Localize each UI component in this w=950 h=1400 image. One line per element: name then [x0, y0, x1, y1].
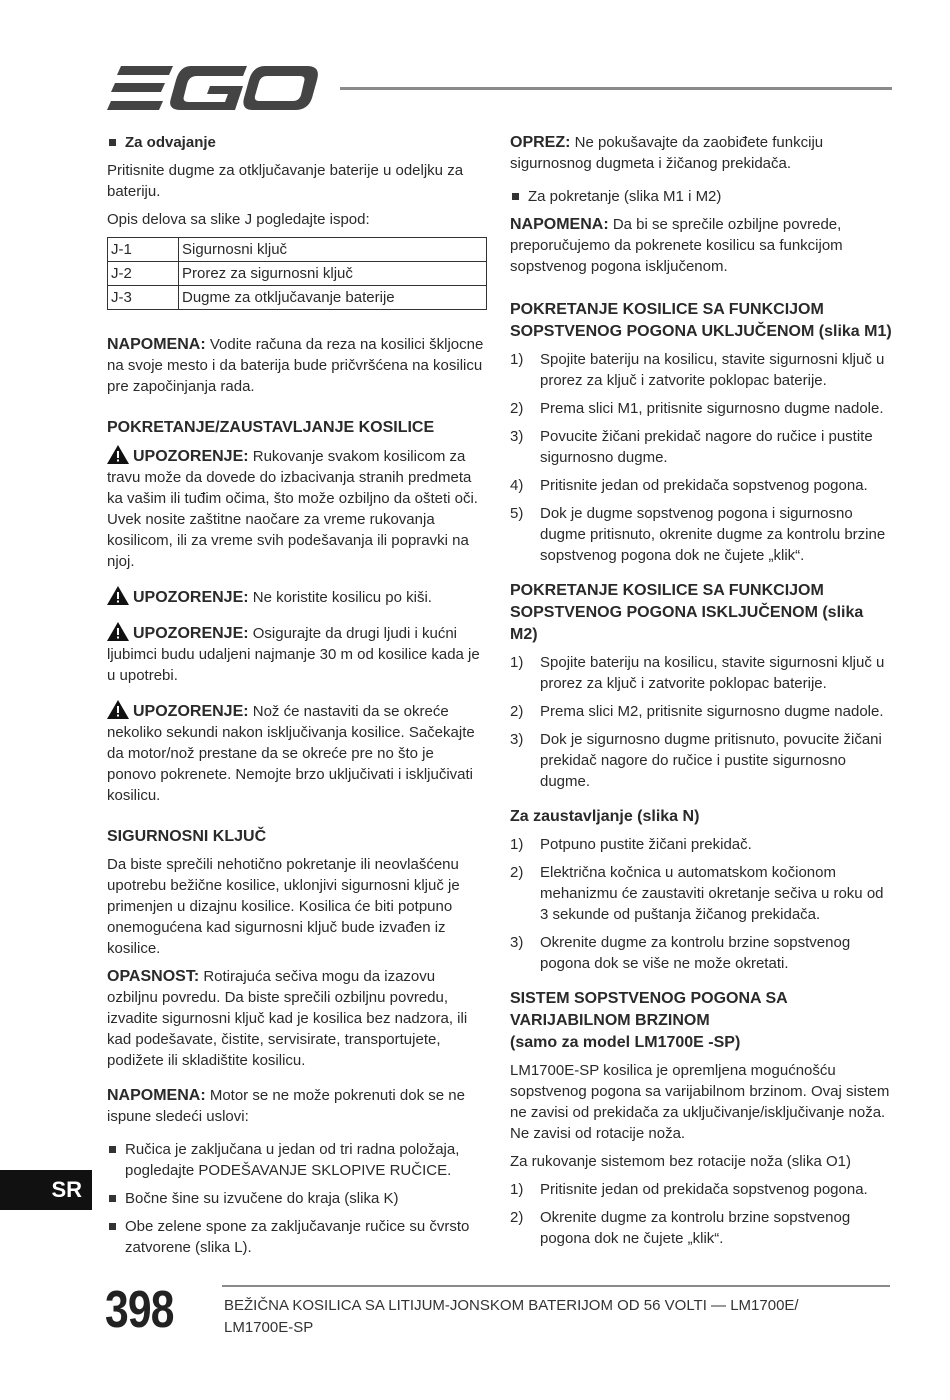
- table-row: [108, 286, 487, 310]
- list-item: [510, 1179, 892, 1200]
- step-text: Spojite bateriju na kosilicu, stavite sigurnosni ključ u prorez za ključ i zatvorite poklopac baterije.: [540, 351, 885, 389]
- bullet-square-icon: [109, 139, 116, 146]
- note-text: Vodite računa da reza na kosilici škljocne na svoje mesto i da baterija bude pričvršćena na kosilicu pre započinjanja rada.: [107, 336, 484, 395]
- danger-paragraph: [107, 966, 487, 1071]
- parts-table: [107, 237, 487, 310]
- startstop-heading: POKRETANJE/ZAUSTAVLJANJE KOSILICE: [107, 419, 435, 436]
- safety-key-text: Da biste sprečili nehotično pokretanje ili neovlašćenu upotrebu bežične kosilice, uklonjivi sigurnosni ključ je primenjen u dizajnu kosilice. Kosilica će biti potpuno onemogućena kad sigurnosni ključ bude izvađen iz kosilice.: [107, 856, 460, 957]
- variable-speed-intro: Za rukovanje sistemom bez rotacije noža (slika O1): [510, 1153, 851, 1170]
- list-item: [510, 834, 892, 855]
- start-bullet-item: [510, 186, 892, 207]
- condition-text: Bočne šine su izvučene do kraja (slika K): [125, 1190, 399, 1207]
- step-number: 2): [510, 703, 524, 720]
- part-key: J-2: [108, 262, 179, 286]
- stop-heading: Za zaustavljanje (slika N): [510, 808, 700, 825]
- parts-intro: Opis delova sa slike J pogledajte ispod:: [107, 211, 370, 228]
- variable-speed-heading-line: VARIJABILNOM BRZINOM: [510, 1012, 710, 1029]
- warning-4: [107, 700, 487, 806]
- list-item: [510, 729, 892, 792]
- step-text: Spojite bateriju na kosilicu, stavite sigurnosni ključ u prorez za ključ i zatvorite poklopac baterije.: [540, 654, 885, 692]
- list-item: [510, 701, 892, 722]
- warning-label: UPOZORENJE:: [133, 448, 249, 465]
- warning-text: Osigurajte da drugi ljudi i kućni ljubimci budu udaljeni najmanje 30 m od kosilice kada je u upotrebi.: [107, 625, 480, 684]
- list-item: [510, 503, 892, 566]
- step-number: 1): [510, 351, 524, 368]
- list-item: [510, 1207, 892, 1249]
- step-number: 1): [510, 1181, 524, 1198]
- note-text: Motor se ne može pokrenuti dok se ne ispune sledeći uslovi:: [107, 1087, 465, 1125]
- list-item: [510, 426, 892, 468]
- list-item: [510, 475, 892, 496]
- step-text: Pritisnite jedan od prekidača sopstvenog pogona.: [540, 477, 868, 494]
- bullet-square-icon: [109, 1195, 116, 1202]
- bullet-square-icon: [109, 1223, 116, 1230]
- part-key: J-3: [108, 286, 179, 310]
- variable-speed-heading-line: SISTEM SOPSTVENOG POGONA SA: [510, 990, 788, 1007]
- m2-heading: POKRETANJE KOSILICE SA FUNKCIJOM SOPSTVENOG POGONA ISKLJUČENOM (slika M2): [510, 582, 864, 643]
- step-text: Okrenite dugme za kontrolu brzine sopstvenog pogona dok se više ne može okretati.: [540, 934, 851, 972]
- start-bullet-text: Za pokretanje (slika M1 i M2): [528, 188, 722, 205]
- step-text: Dok je sigurnosno dugme pritisnuto, povucite žičani prekidač nagore do ručice i pustite sigurnosno dugme.: [540, 731, 882, 790]
- note-1: [107, 334, 487, 397]
- page-number: 398: [105, 1281, 174, 1339]
- ego-logo: [107, 64, 319, 112]
- step-number: 2): [510, 1209, 524, 1226]
- step-number: 5): [510, 505, 524, 522]
- list-item: [510, 349, 892, 391]
- detach-text: Pritisnite dugme za otključavanje baterije u odeljku za bateriju.: [107, 162, 464, 200]
- danger-label: OPASNOST:: [107, 968, 200, 985]
- list-item: [510, 652, 892, 694]
- step-number: 1): [510, 836, 524, 853]
- step-text: Električna kočnica u automatskom kočionom mehanizmu će zaustaviti okretanje sečiva u roku od 3 sekunde od puštanja žičanog prekidača.: [540, 864, 884, 923]
- header-rule: [340, 87, 892, 90]
- step-text: Prema slici M1, pritisnite sigurnosno dugme nadole.: [540, 400, 884, 417]
- safety-key-heading: SIGURNOSNI KLJUČ: [107, 828, 267, 845]
- bullet-square-icon: [512, 193, 519, 200]
- m1-heading: POKRETANJE KOSILICE SA FUNKCIJOM SOPSTVENOG POGONA UKLJUČENOM (slika M1): [510, 301, 892, 340]
- condition-item: [107, 1216, 487, 1258]
- condition-text: Ručica je zaključana u jedan od tri radna položaja, pogledajte PODEŠAVANJE SKLOPIVE RUČICE.: [125, 1141, 460, 1179]
- warning-3: [107, 622, 487, 686]
- step-text: Potpuno pustite žičani prekidač.: [540, 836, 752, 853]
- step-text: Pritisnite jedan od prekidača sopstvenog pogona.: [540, 1181, 868, 1198]
- variable-speed-text: LM1700E-SP kosilica je opremljena mogućnošću sopstvenog pogona sa varijabilnom brzinom. Ovaj sistem ne zavisi od prekidača za uključivanje/isključivanje noža. Ne zavisi od rotacije noža.: [510, 1062, 890, 1142]
- list-item: [510, 398, 892, 419]
- condition-item: [107, 1139, 487, 1181]
- step-number: 2): [510, 400, 524, 417]
- bullet-square-icon: [109, 1146, 116, 1153]
- note-3: [510, 214, 892, 277]
- warning-triangle-icon: [107, 445, 129, 464]
- note-label: NAPOMENA:: [107, 336, 206, 353]
- footer-rule: [222, 1285, 890, 1287]
- step-number: 2): [510, 864, 524, 881]
- part-key: J-1: [108, 238, 179, 262]
- step-text: Okrenite dugme za kontrolu brzine sopstvenog pogona dok ne čujete „klik“.: [540, 1209, 851, 1247]
- variable-speed-heading: [510, 988, 892, 1054]
- danger-text: Rotirajuća sečiva mogu da izazovu ozbiljnu povredu. Da biste sprečili ozbiljnu povredu, izvadite sigurnosni ključ kad je kosilica bez nadzora, ili kad podešavate, čistite, servisirate, transportujete, podižete ili skladištite kosilicu.: [107, 968, 468, 1069]
- language-tab: SR: [0, 1170, 92, 1210]
- part-value: Sigurnosni ključ: [179, 238, 487, 262]
- step-text: Prema slici M2, pritisnite sigurnosno dugme nadole.: [540, 703, 884, 720]
- warning-triangle-icon: [107, 700, 129, 719]
- step-number: 3): [510, 731, 524, 748]
- note-label: NAPOMENA:: [107, 1087, 206, 1104]
- table-row: [108, 238, 487, 262]
- caution-paragraph: [510, 132, 892, 174]
- step-number: 3): [510, 428, 524, 445]
- warning-1: [107, 445, 487, 572]
- caution-label: OPREZ:: [510, 134, 571, 151]
- left-column: [107, 132, 487, 1265]
- note-2: [107, 1085, 487, 1127]
- step-text: Dok je dugme sopstvenog pogona i sigurnosno dugme pritisnuto, okrenite dugme za kontrolu brzine sopstvenog pogona dok ne čujete „klik“.: [540, 505, 886, 564]
- detach-heading: Za odvajanje: [125, 134, 216, 151]
- table-row: [108, 262, 487, 286]
- step-text: Povucite žičani prekidač nagore do ručice i pustite sigurnosno dugme.: [540, 428, 873, 466]
- warning-label: UPOZORENJE:: [133, 703, 249, 720]
- caution-text: Ne pokušavajte da zaobiđete funkciju sigurnosnog dugmeta i žičanog prekidača.: [510, 134, 824, 172]
- part-value: Dugme za otključavanje baterije: [179, 286, 487, 310]
- warning-2: [107, 586, 487, 608]
- variable-speed-heading-line: (samo za model LM1700E -SP): [510, 1034, 741, 1051]
- step-number: 3): [510, 934, 524, 951]
- part-value: Prorez za sigurnosni ključ: [179, 262, 487, 286]
- warning-text: Rukovanje svakom kosilicom za travu može da dovede do izbacivanja stranih predmeta ka vašim ili tuđim očima, što može ozbiljno da ošteti oči. Uvek nosite zaštitne naočare za vreme rukovanja kosilicom, ili za vreme svih podešavanja ili popravki na njoj.: [107, 448, 478, 570]
- step-number: 4): [510, 477, 524, 494]
- warning-text: Ne koristite kosilicu po kiši.: [248, 589, 432, 606]
- footer-title: BEŽIČNA KOSILICA SA LITIJUM-JONSKOM BATERIJOM OD 56 VOLTI — LM1700E/ LM1700E-SP: [224, 1297, 799, 1336]
- warning-text: Nož će nastaviti da se okreće nekoliko sekundi nakon isključivanja kosilice. Sačekajte da motor/nož prestane da se okreće pre no što je ponovo pokrenete. Nemojte brzo uključivati i isključivati kosilicu.: [107, 703, 475, 804]
- condition-item: [107, 1188, 487, 1209]
- list-item: [510, 862, 892, 925]
- warning-triangle-icon: [107, 586, 129, 605]
- list-item: [510, 932, 892, 974]
- right-column: [510, 132, 892, 1256]
- detach-heading-item: [107, 132, 487, 153]
- note-label: NAPOMENA:: [510, 216, 609, 233]
- step-number: 1): [510, 654, 524, 671]
- condition-text: Obe zelene spone za zaključavanje ručice su čvrsto zatvorene (slika L).: [125, 1218, 470, 1256]
- warning-label: UPOZORENJE:: [133, 625, 249, 642]
- warning-triangle-icon: [107, 622, 129, 641]
- note-text: Da bi se sprečile ozbiljne povrede, preporučujemo da pokrenete kosilicu sa funkcijom sopstvenog pogona isključenom.: [510, 216, 843, 275]
- warning-label: UPOZORENJE:: [133, 589, 249, 606]
